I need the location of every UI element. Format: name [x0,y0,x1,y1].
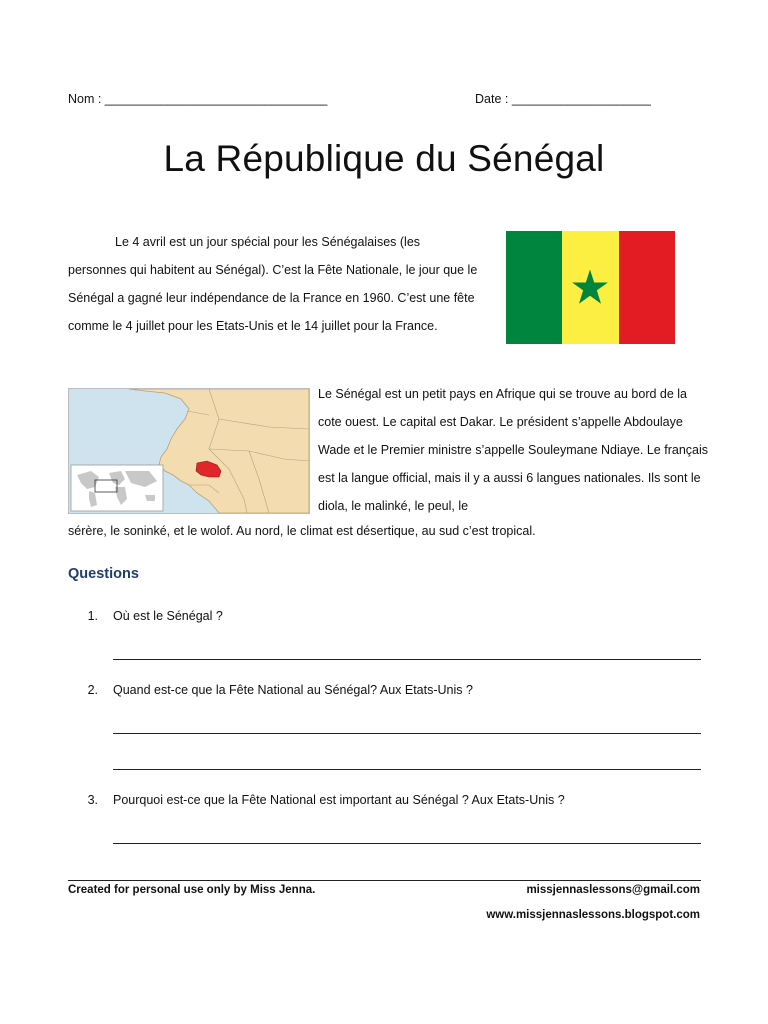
star-icon [571,268,609,306]
intro-paragraph [68,228,478,340]
question-number: 1. [87,609,98,623]
question-number: 3. [87,793,98,807]
footer-website-link[interactable]: www.missjennaslessons.blogspot.com [486,909,700,921]
footer-divider [68,880,701,881]
flag-band-green [506,231,562,344]
answer-line[interactable] [113,733,701,734]
question-item [68,609,708,629]
question-text: Quand est-ce que la Fête National au Sénégal? Aux Etats-Unis ? [113,683,473,697]
answer-line[interactable] [113,843,701,844]
question-item [68,683,708,703]
map-graphic [69,389,309,513]
page-title: La République du Sénégal [163,138,605,179]
flag-band-yellow [562,231,618,344]
world-inset [71,465,163,511]
answer-line[interactable] [113,769,701,770]
questions-heading: Questions [68,566,139,582]
footer-credit: Created for personal use only by Miss Jenna. [68,884,316,896]
description-paragraph-continued: sérère, le soninké, et le wolof. Au nord, le climat est désertique, au sud c’est tropical. [68,524,536,538]
date-field-label: Date : ____________________ [475,92,651,106]
flag-band-red [619,231,675,344]
intro-text: Le 4 avril est un jour spécial pour les Sénégalaises (les personnes qui habitent au Sénégal). C’est la Fête Nationale, le jour que le Sénégal a gagné leur indépendance de la France en 1960. C’est une fête comme le 4 juillet pour les Etats-Unis et le 14 juillet pour la France. [68,235,478,333]
footer-email[interactable]: missjennaslessons@gmail.com [526,884,700,896]
senegal-flag [506,231,675,344]
description-paragraph-right: Le Sénégal est un petit pays en Afrique qui se trouve au bord de la cote ouest. Le capital est Dakar. Le président s’appelle Abdoulaye Wade et le Premier ministre s’appelle Souleymane Ndiaye. Le français est la langue official, mais il y a aussi 6 langues nationales. Ils sont le diola, le malinké, le peul, le [318,387,708,513]
question-text: Où est le Sénégal ? [113,609,223,623]
question-text: Pourquoi est-ce que la Fête National est important au Sénégal ? Aux Etats-Unis ? [113,793,565,807]
question-item [68,793,708,813]
africa-locator-map [68,388,310,514]
question-number: 2. [87,683,98,697]
name-field-label: Nom : ________________________________ [68,92,328,106]
answer-line[interactable] [113,659,701,660]
